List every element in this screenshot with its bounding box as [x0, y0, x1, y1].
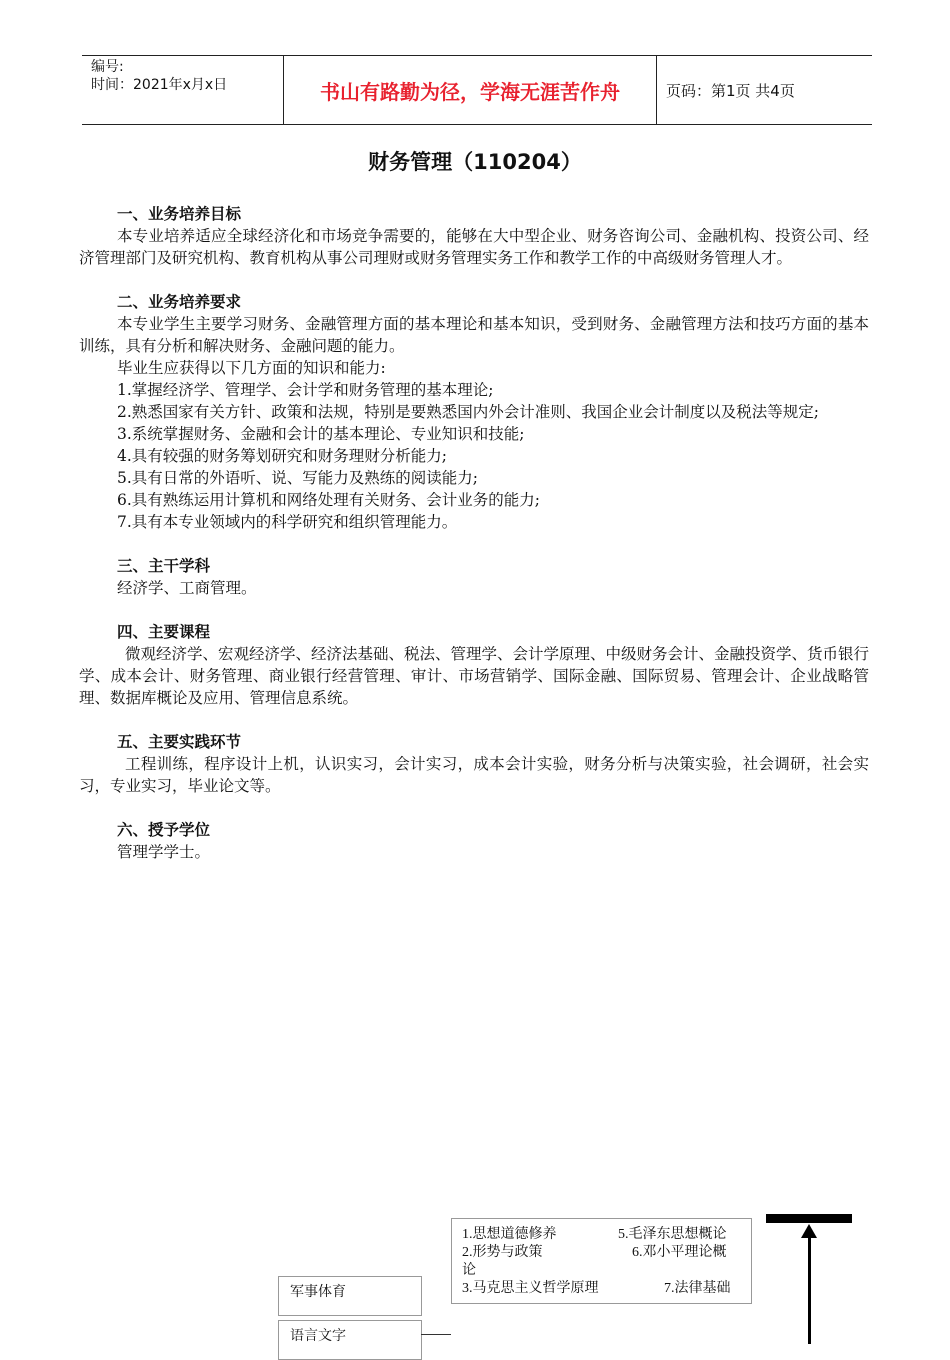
section-heading: 六、授予学位	[117, 821, 211, 839]
section-heading: 五、主要实践环节	[117, 733, 242, 751]
section-text: 工程训练，程序设计上机，认识实习，会计实习，成本会计实验，财务分析与决策实验，社会调研，社会实习，专业实习，毕业论文等。	[79, 755, 869, 795]
course-item: 3.马克思主义哲学原理	[462, 1281, 599, 1296]
header-meta	[91, 58, 227, 94]
requirement-item: 7.具有本专业领域内的科学研究和组织管理能力。	[117, 513, 458, 531]
military-sports-box	[278, 1276, 422, 1316]
requirement-item: 4.具有较强的财务筹划研究和财务理财分析能力;	[117, 447, 448, 465]
number-label: 编号:	[91, 59, 124, 75]
box-label: 语言文字	[290, 1329, 346, 1344]
section-heading: 四、主要课程	[117, 623, 211, 641]
requirement-item: 3.系统掌握财务、金融和会计的基本理论、专业知识和技能;	[117, 425, 525, 443]
document-body	[79, 203, 869, 863]
course-item: 7.法律基础	[664, 1281, 731, 1296]
page-info: 页码：第1页 共4页	[666, 82, 795, 100]
header-motto: 书山有路勤为径，学海无涯苦作舟	[320, 80, 620, 104]
section-text: 经济学、工商管理。	[117, 579, 257, 597]
requirement-item: 5.具有日常的外语听、说、写能力及熟练的阅读能力;	[117, 469, 479, 487]
course-item: 6.邓小平理论概	[632, 1245, 727, 1260]
course-item: 1.思想道德修养	[462, 1227, 557, 1242]
section-text: 本专业学生主要学习财务、金融管理方面的基本理论和基本知识，受到财务、金融管理方法和技巧方面的基本训练，具有分析和解决财务、金融问题的能力。	[79, 315, 869, 355]
box-label: 军事体育	[290, 1285, 346, 1300]
section-text: 本专业培养适应全球经济化和市场竞争需要的，能够在大中型企业、财务咨询公司、金融机构、投资公司、经济管理部门及研究机构、教育机构从事公司理财或财务管理实务工作和教学工作的中高级财务管理人才。	[79, 227, 869, 267]
requirement-item: 6.具有熟练运用计算机和网络处理有关财务、会计业务的能力;	[117, 491, 541, 509]
course-item: 5.毛泽东思想概论	[618, 1227, 727, 1242]
course-item: 论	[462, 1263, 476, 1278]
section-heading: 三、主干学科	[117, 557, 211, 575]
arrow-top-bar	[766, 1214, 852, 1223]
language-box	[278, 1320, 422, 1360]
time-label: 时间：2021年x月x日	[91, 77, 228, 93]
requirement-item: 1.掌握经济学、管理学、会计学和财务管理的基本理论;	[117, 381, 494, 399]
arrow-shaft	[808, 1236, 811, 1344]
section-text: 微观经济学、宏观经济学、经济法基础、税法、管理学、会计学原理、中级财务会计、金融投资学、货币银行学、成本会计、财务管理、商业银行经营管理、审计、市场营销学、国际金融、国际贸易、管理会计、企业战略管理、数据库概论及应用、管理信息系统。	[79, 645, 870, 707]
section-intro: 毕业生应获得以下几方面的知识和能力:	[117, 359, 386, 377]
section-text: 管理学学士。	[117, 843, 211, 861]
requirement-item: 2.熟悉国家有关方针、政策和法规，特别是要熟悉国内外会计准则、我国企业会计制度以及税法等规定;	[117, 403, 820, 421]
header-table	[82, 55, 872, 125]
section-heading: 一、业务培养目标	[117, 205, 242, 223]
header-divider	[656, 56, 657, 124]
connector-line	[421, 1334, 451, 1335]
document-title: 财务管理（110204）	[368, 150, 582, 174]
course-item: 2.形势与政策	[462, 1245, 543, 1260]
section-heading: 二、业务培养要求	[117, 293, 242, 311]
course-list-box	[451, 1218, 752, 1304]
